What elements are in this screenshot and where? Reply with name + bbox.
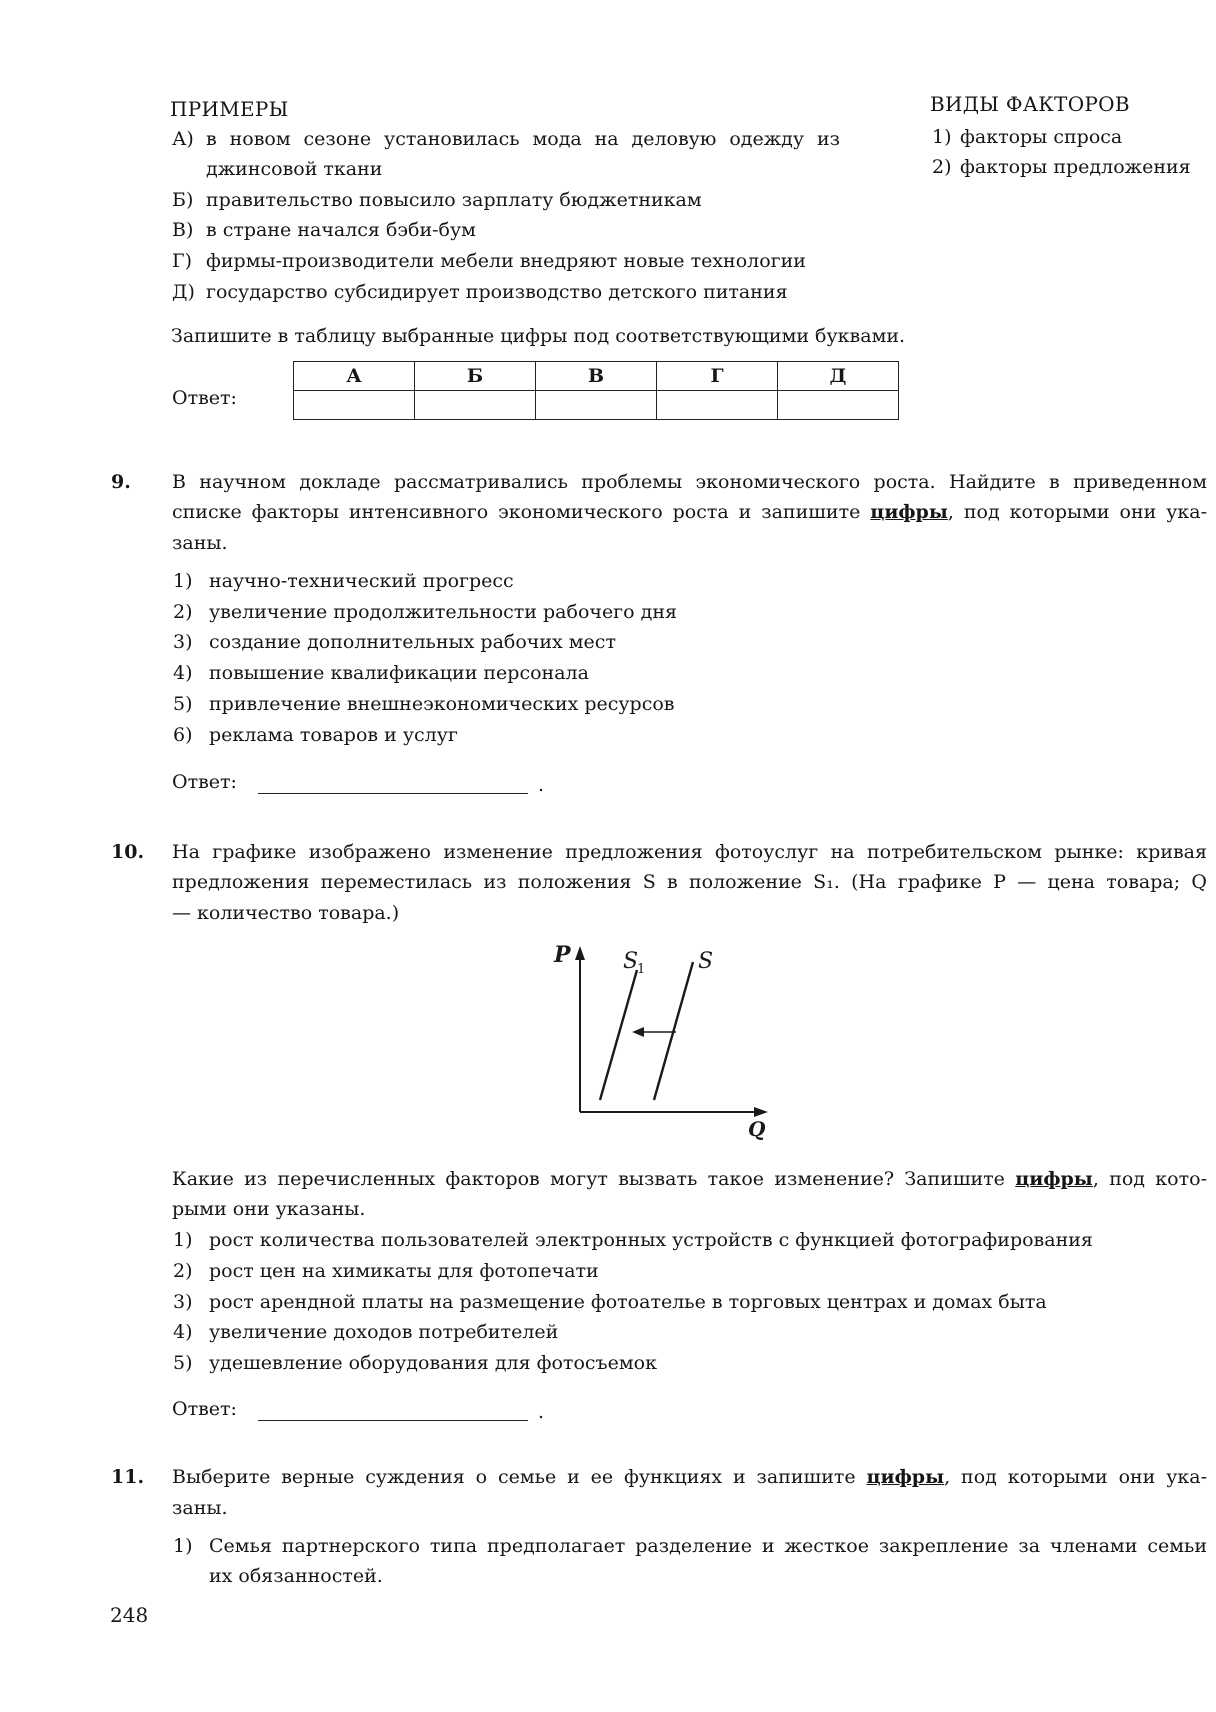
example-d-text: государство субсидирует производство детского питания <box>206 281 788 303</box>
example-a-line2: джинсовой ткани <box>206 158 383 180</box>
x-axis-label: Q <box>748 1117 766 1140</box>
q10-option-text: удешевление оборудования для фотосъемок <box>209 1352 657 1374</box>
example-letter-v: В) <box>172 219 194 241</box>
answer-cell-d[interactable] <box>778 391 899 420</box>
answer-cell-b[interactable] <box>415 391 536 420</box>
answer-table-header: А <box>294 362 415 391</box>
q9-line2-post: , под которыми они ука- <box>947 501 1207 523</box>
example-b-text: правительство повысило зарплату бюджетникам <box>206 189 702 211</box>
example-letter-g: Г) <box>172 250 192 272</box>
example-a-line1: в новом сезоне установилась мода на деловую одежду из <box>206 128 840 150</box>
q10-option-text: увеличение доходов потребителей <box>209 1321 559 1343</box>
q10-option-num: 1) <box>173 1229 193 1251</box>
matching-instruction: Запишите в таблицу выбранные цифры под соответствующими буквами. <box>171 325 906 347</box>
answer-table-header: Г <box>657 362 778 391</box>
q10-option-num: 3) <box>173 1291 193 1313</box>
factor-text-1: факторы спроса <box>960 126 1123 148</box>
curve-s-label: S <box>698 949 714 974</box>
example-v-text: в стране начался бэби-бум <box>206 219 476 241</box>
q9-option-num: 4) <box>173 662 193 684</box>
curve-s1-label: S <box>623 949 639 974</box>
supply-curve-s1 <box>600 970 637 1100</box>
q11-option-text-line2: их обязанностей. <box>209 1565 383 1587</box>
q11-text-line2: заны. <box>172 1497 228 1519</box>
q10-option-num: 4) <box>173 1321 193 1343</box>
q9-text-line1: В научном докладе рассматривались проблемы экономического роста. Найдите в приведенном <box>172 471 1207 493</box>
q9-option-num: 3) <box>173 631 193 653</box>
q10-question-post: , под кото- <box>1092 1168 1207 1190</box>
q9-digits-emphasis: цифры <box>870 501 948 523</box>
q10-option-text: рост количества пользователей электронных устройств с функцией фотографирования <box>209 1229 1093 1251</box>
q10-digits-emphasis: цифры <box>1015 1168 1093 1190</box>
example-letter-a: А) <box>172 128 194 150</box>
q9-option-num: 1) <box>173 570 193 592</box>
example-g-text: фирмы-производители мебели внедряют новые технологии <box>206 250 806 272</box>
q11-option-num: 1) <box>173 1535 193 1557</box>
q9-option-text: увеличение продолжительности рабочего дня <box>209 601 677 623</box>
q9-option-text: научно-технический прогресс <box>209 570 514 592</box>
q9-option-text: повышение квалификации персонала <box>209 662 589 684</box>
answer-table-input-row[interactable] <box>294 391 899 420</box>
question-number-11: 11. <box>111 1466 145 1488</box>
answer-table-header-row <box>294 362 899 391</box>
q11-text-line1 <box>172 1468 1207 1487</box>
q11-option-text-line1: Семья партнерского типа предполагает разделение и жесткое закрепление за членами семьи <box>209 1535 1207 1557</box>
q9-option-text: реклама товаров и услуг <box>209 724 458 746</box>
q9-option-text: создание дополнительных рабочих мест <box>209 631 616 653</box>
factor-num-1: 1) <box>932 126 952 148</box>
supply-shift-graph <box>540 940 780 1140</box>
q11-line1-pre: Выберите верные суждения о семье и ее функциях и запишите <box>172 1466 867 1488</box>
shift-arrow-head <box>632 1027 644 1037</box>
q9-answer-label: Ответ: <box>172 771 237 793</box>
factor-num-2: 2) <box>932 156 952 178</box>
q11-line1-post: , под которыми они ука- <box>944 1466 1208 1488</box>
q9-text-line3: заны. <box>172 532 228 554</box>
q10-text-line2: предложения переместилась из положения S в положение S₁. (На графике P — цена товара; Q <box>172 871 1207 893</box>
factors-header: ВИДЫ ФАКТОРОВ <box>930 92 1130 116</box>
y-axis-label: P <box>554 942 571 968</box>
x-axis-arrow <box>754 1107 768 1117</box>
q9-answer-end: . <box>538 774 545 796</box>
q10-question-pre: Какие из перечисленных факторов могут вызвать такое изменение? Запишите <box>172 1168 1016 1190</box>
q10-option-num: 5) <box>173 1352 193 1374</box>
answer-cell-a[interactable] <box>294 391 415 420</box>
example-letter-d: Д) <box>172 281 195 303</box>
question-number-10: 10. <box>111 841 145 863</box>
matching-answer-label: Ответ: <box>172 387 237 409</box>
examples-header: ПРИМЕРЫ <box>170 97 289 121</box>
q9-option-text: привлечение внешнеэкономических ресурсов <box>209 693 675 715</box>
q10-question-line2: рыми они указаны. <box>172 1198 366 1220</box>
answer-table-header: В <box>536 362 657 391</box>
factor-text-2: факторы предложения <box>960 156 1191 178</box>
q9-option-num: 2) <box>173 601 193 623</box>
q10-option-num: 2) <box>173 1260 193 1282</box>
q11-digits-emphasis: цифры <box>866 1466 945 1488</box>
q10-text-line1: На графике изображено изменение предложения фотоуслуг на потребительском рынке: кривая <box>172 841 1207 863</box>
q10-answer-line[interactable] <box>258 1420 528 1421</box>
answer-table-header: Д <box>778 362 899 391</box>
q10-text-line3: — количество товара.) <box>172 902 400 924</box>
page-number: 248 <box>110 1603 149 1627</box>
q9-option-num: 5) <box>173 693 193 715</box>
example-letter-b: Б) <box>172 189 194 211</box>
curve-s1-subscript: 1 <box>637 962 646 977</box>
answer-table <box>293 361 899 420</box>
q10-option-text: рост цен на химикаты для фотопечати <box>209 1260 599 1282</box>
answer-cell-v[interactable] <box>536 391 657 420</box>
q9-answer-line[interactable] <box>258 793 528 794</box>
question-number-9: 9. <box>111 471 131 493</box>
answer-table-header: Б <box>415 362 536 391</box>
q10-answer-label: Ответ: <box>172 1398 237 1420</box>
q10-answer-end: . <box>538 1401 545 1423</box>
q10-option-text: рост арендной платы на размещение фотоателье в торговых центрах и домах быта <box>209 1291 1047 1313</box>
q10-question-line1 <box>172 1170 1207 1189</box>
answer-cell-g[interactable] <box>657 391 778 420</box>
q9-option-num: 6) <box>173 724 193 746</box>
q9-text-line2 <box>172 503 1207 522</box>
q9-line2-pre: списке факторы интенсивного экономического роста и запишите <box>172 501 871 523</box>
y-axis-arrow <box>575 946 585 960</box>
supply-curve-s <box>654 962 693 1100</box>
